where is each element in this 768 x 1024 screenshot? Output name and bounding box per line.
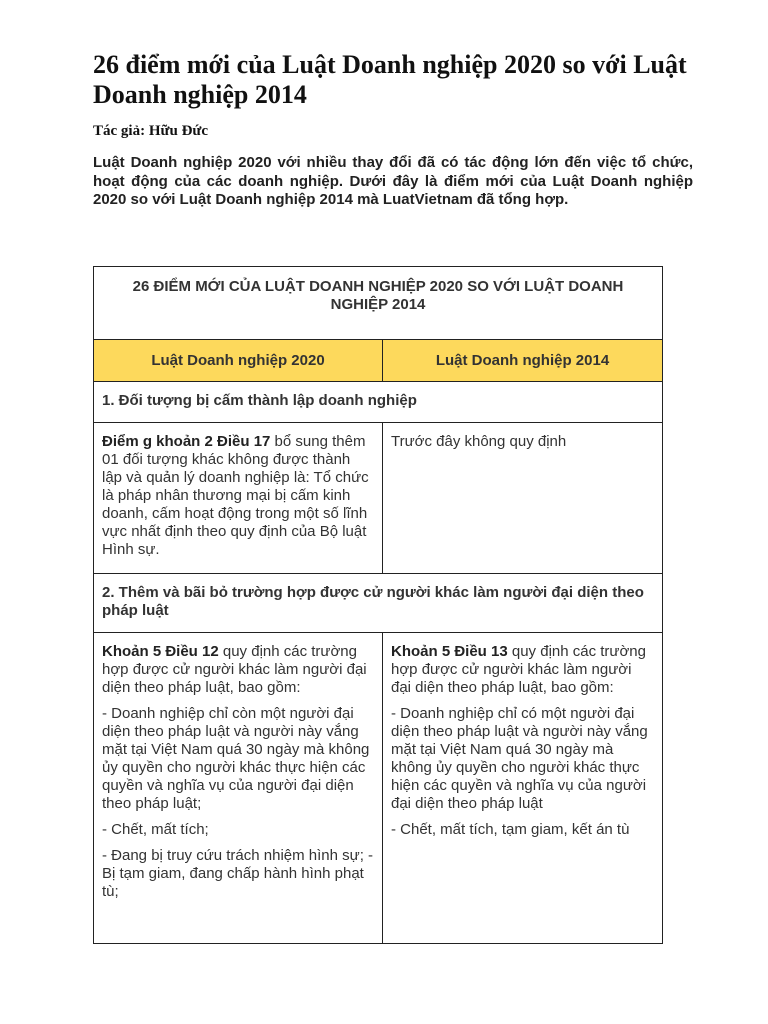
list-item: - Doanh nghiệp chỉ còn một người đại diện theo pháp luật và người này vắng mặt tại Việt Nam quá 30 ngày mà không ủy quyền cho người khác thực hiện các quyền và nghĩa vụ của người đại diện theo pháp luật; (102, 705, 370, 812)
column-header-2014: Luật Doanh nghiệp 2014 (383, 340, 663, 382)
legal-reference: Khoản 5 Điều 12 (102, 643, 219, 660)
table-heading: 26 ĐIỂM MỚI CỦA LUẬT DOANH NGHIỆP 2020 SO VỚI LUẬT DOANH NGHIỆP 2014 (94, 267, 663, 340)
cell-text: bổ sung thêm 01 đối tượng khác không được thành lập và quản lý doanh nghiệp là: Tổ chức là pháp nhân thương mại bị cấm kinh doanh, cấm hoạt động trong một số lĩnh vực nhất định theo quy định của Bộ luật Hình sự. (102, 433, 369, 558)
section-2-2020-cell (94, 633, 383, 944)
column-header-2020: Luật Doanh nghiệp 2020 (94, 340, 383, 382)
comparison-table (93, 266, 663, 944)
cell-text: quy định các trường hợp được cử người khác làm người đại diện theo pháp luật, bao gồm: (102, 643, 367, 696)
author-line: Tác giả: Hữu Đức (93, 123, 209, 139)
section-1-2020-cell (94, 423, 383, 574)
list-item: - Đang bị truy cứu trách nhiệm hình sự; - Bị tạm giam, đang chấp hành hình phạt tù; (102, 847, 374, 900)
legal-reference: Điểm g khoản 2 Điều 17 (102, 433, 271, 450)
intro-paragraph: Luật Doanh nghiệp 2020 với nhiều thay đổi đã có tác động lớn đến việc tổ chức, hoạt động của các doanh nghiệp. Dưới đây là điểm mới của Luật Doanh nghiệp 2020 so với Luật Doanh nghiệp 2014 mà LuatVietnam đã tổng hợp. (93, 154, 693, 208)
section-title-1: 1. Đối tượng bị cấm thành lập doanh nghiệp (94, 382, 663, 423)
list-item: - Doanh nghiệp chỉ có một người đại diện theo pháp luật và người này vắng mặt tại Việt Nam quá 30 ngày mà không ủy quyền cho người khác thực hiện các quyền và nghĩa vụ của người đại diện theo pháp luật (391, 705, 648, 812)
cell-intro-paragraph (102, 643, 374, 697)
list-item: - Chết, mất tích; (102, 821, 209, 838)
cell-intro-paragraph (391, 643, 654, 697)
document-title: 26 điểm mới của Luật Doanh nghiệp 2020 so với Luật Doanh nghiệp 2014 (93, 50, 687, 109)
section-2-2014-cell (383, 633, 663, 944)
section-title-2: 2. Thêm và bãi bỏ trường hợp được cử người khác làm người đại diện theo pháp luật (94, 574, 663, 633)
section-1-2014-cell (383, 423, 663, 574)
cell-text: quy định các trường hợp được cử người khác làm người đại diện theo pháp luật, bao gồm: (391, 643, 646, 696)
legal-reference: Khoản 5 Điều 13 (391, 643, 508, 660)
list-item: - Chết, mất tích, tạm giam, kết án tù (391, 821, 630, 838)
cell-text: Trước đây không quy định (391, 433, 567, 450)
